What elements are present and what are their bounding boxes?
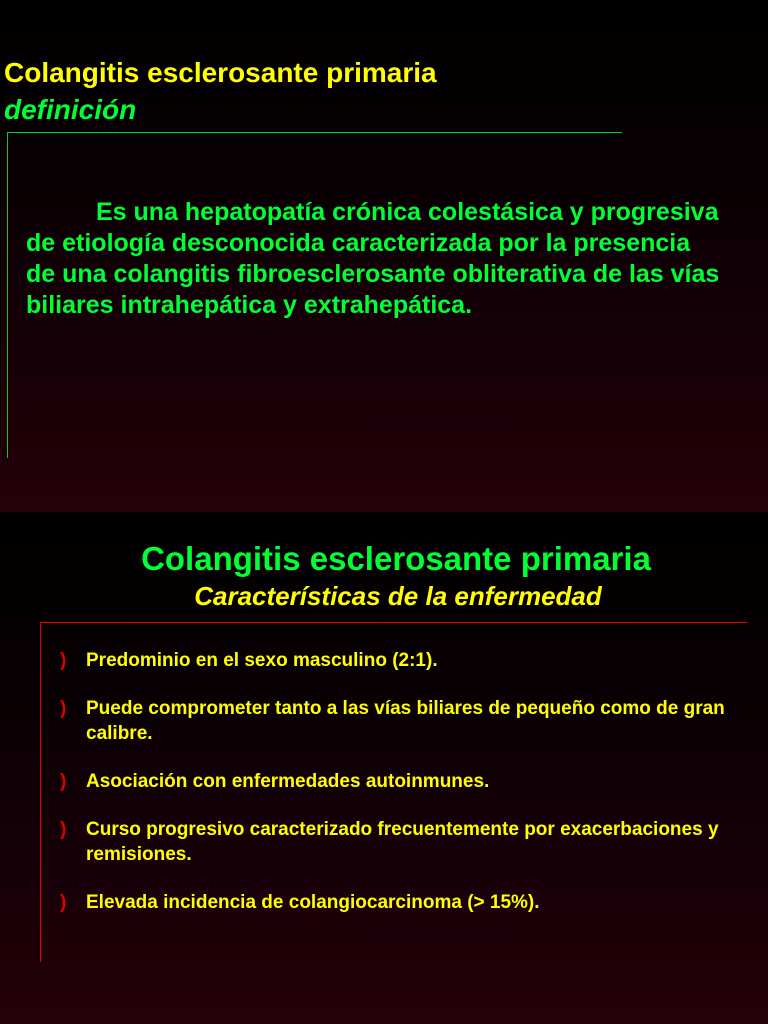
- characteristics-list: [60, 648, 740, 938]
- slide2-subtitle: Características de la enfermedad: [194, 581, 602, 611]
- bullet-icon: ): [60, 698, 67, 719]
- list-item-text: Predominio en el sexo masculino (2:1).: [86, 650, 438, 671]
- slide1-definition-text: Es una hepatopatía crónica colestásica y progresiva de etiología desconocida caracterizada por la presencia de una colangitis fibroesclerosante obliterativa de las vías biliares intrahepática y extrahepática.: [26, 198, 720, 319]
- slide2-title: Colangitis esclerosante primaria: [141, 540, 651, 577]
- bullet-icon: ): [60, 650, 67, 671]
- list-item-text: Puede comprometer tanto a las vías biliares de pequeño como de gran calibre.: [86, 698, 725, 744]
- list-item: [60, 817, 740, 867]
- list-item-text: Asociación con enfermedades autoinmunes.: [86, 771, 490, 792]
- list-item: [60, 648, 740, 673]
- list-item-text: Curso progresivo caracterizado frecuentemente por exacerbaciones y remisiones.: [86, 819, 719, 865]
- slide1-horizontal-rule: [8, 132, 622, 133]
- list-item: [60, 696, 740, 746]
- bullet-icon: ): [60, 771, 67, 792]
- slide2-horizontal-rule: [41, 622, 747, 623]
- slide-caracteristicas: [0, 512, 768, 1024]
- list-item: [60, 890, 740, 915]
- list-item: [60, 769, 740, 794]
- list-item-text: Elevada incidencia de colangiocarcinoma (> 15%).: [86, 892, 540, 913]
- bullet-icon: ): [60, 892, 67, 913]
- slide1-vertical-rule: [7, 132, 8, 458]
- bullet-icon: ): [60, 819, 67, 840]
- slide1-title: Colangitis esclerosante primaria: [4, 57, 437, 88]
- slide2-vertical-rule: [40, 622, 41, 962]
- slide1-subtitle: definición: [4, 94, 137, 125]
